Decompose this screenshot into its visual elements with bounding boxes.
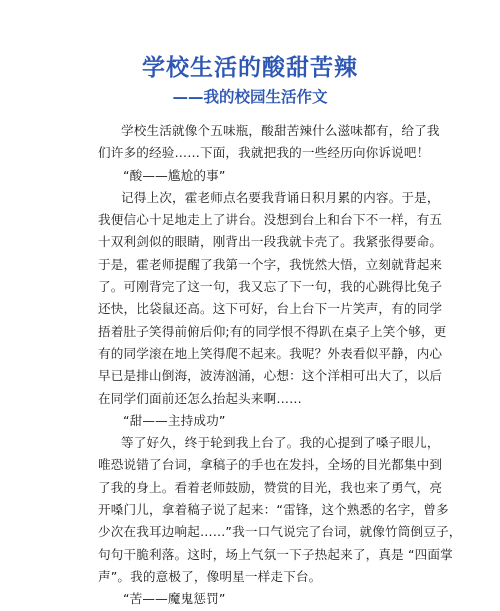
text-line: 句句干脆利落。这时，场上气氛一下子热起来了，真是 “四面掌 bbox=[98, 546, 453, 562]
text-line: 记得上次，霍老师点名要我背诵日积月累的内容。于是， bbox=[121, 189, 440, 205]
document-subtitle: ——我的校园生活作文 bbox=[172, 88, 328, 106]
text-line: 学校生活就像个五味瓶，酸甜苦辣什么滋味都有，给了我 bbox=[121, 123, 440, 138]
text-line: 有的同学滚在地上笑得爬不起来。我呢？外表看似平静，内心 bbox=[98, 345, 443, 361]
text-line: 十双利剑似的眼睛，刚背出一段我就卡壳了。我紧张得要命。 bbox=[98, 234, 443, 250]
section-heading: “酸——尴尬的事” bbox=[123, 167, 226, 183]
text-line: 了我的身上。看着老师鼓励，赞赏的目光，我也来了勇气，亮 bbox=[98, 479, 443, 495]
text-line: 捂着肚子笑得前俯后仰;有的同学恨不得趴在桌子上笑个够，更 bbox=[98, 323, 447, 339]
text-line: 声”。我的意极了，像明星一样走下台。 bbox=[98, 568, 322, 584]
text-line: 于是，霍老师提醒了我第一个字，我恍然大悟，立刻就背起来 bbox=[98, 256, 443, 272]
text-line: 我便信心十足地走上了讲台。没想到台上和台下不一样，有五 bbox=[98, 212, 443, 228]
text-line: 还快，比袋鼠还高。这下可好，台上台下一片笑声，有的同学 bbox=[98, 301, 443, 317]
text-line: 在同学们面前还怎么抬起头来啊…… bbox=[98, 390, 302, 406]
document-title: 学校生活的酸甜苦辣 bbox=[142, 55, 358, 81]
text-line: 开嗓门儿，拿着稿子说了起来：“雷锋，这个熟悉的名字，曾多 bbox=[98, 502, 449, 518]
document-body bbox=[98, 120, 462, 611]
text-line: 们许多的经验……下面，我就把我的一些经历向你诉说吧！ bbox=[98, 145, 430, 161]
text-line: 了。可刚背完了这一句，我又忘了下一句，我的心跳得比兔子 bbox=[98, 279, 443, 295]
text-line: 早已是排山倒海，波涛汹涌，心想：这个洋相可出大了，以后 bbox=[98, 368, 443, 384]
text-line: 少次在我耳边响起……”我一口气说完了台词，就像竹筒倒豆子， bbox=[98, 524, 462, 540]
section-heading: “苦——魔鬼惩罚” bbox=[123, 591, 226, 607]
text-line: 等了好久，终于轮到我上台了。我的心提到了嗓子眼儿， bbox=[121, 435, 440, 451]
section-heading: “甜——主持成功” bbox=[123, 412, 226, 428]
text-line: 唯恐说错了台词，拿稿子的手也在发抖，全场的目光都集中到 bbox=[98, 457, 443, 473]
